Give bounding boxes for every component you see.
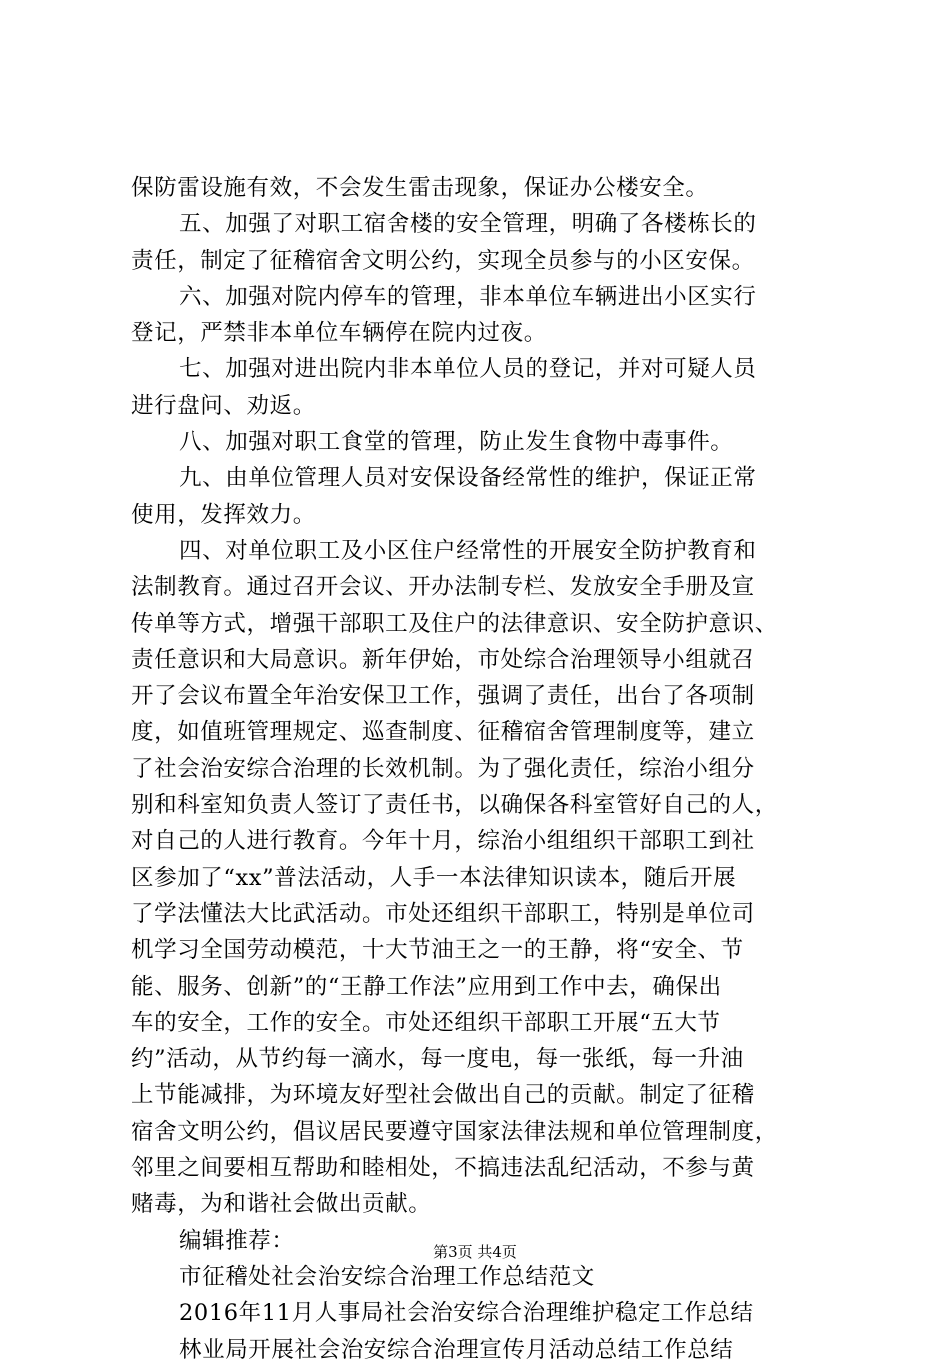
text-line: 六、加强对院内停车的管理，非本单位车辆进出小区实行 — [179, 283, 757, 310]
text-line: 了社会治安综合治理的长效机制。为了强化责任，综治小组分 — [131, 755, 755, 782]
text-line: 区参加了“xx”普法活动，人手一本法律知识读本，随后开展 — [131, 864, 737, 891]
recommended-link[interactable]: 林业局开展社会治安综合治理宣传月活动总结工作总结 — [179, 1336, 734, 1363]
text-line: 传单等方式，增强干部职工及住户的法律意识、安全防护意识、 — [131, 610, 778, 637]
text-line: 进行盘问、劝返。 — [131, 392, 316, 419]
recommended-link[interactable]: 2016年11月人事局社会治安综合治理维护稳定工作总结 — [179, 1300, 754, 1327]
text-line: 开了会议布置全年治安保卫工作，强调了责任，出台了各项制 — [131, 683, 755, 710]
text-line: 登记，严禁非本单位车辆停在院内过夜。 — [131, 320, 547, 347]
recommended-link[interactable]: 市征稽处社会治安综合治理工作总结范文 — [179, 1263, 595, 1290]
text-line: 责任，制定了征稽宿舍文明公约，实现全员参与的小区安保。 — [131, 247, 755, 274]
text-line: 度，如值班管理规定、巡查制度、征稽宿舍管理制度等，建立 — [131, 719, 755, 746]
text-line: 上节能减排，为环境友好型社会做出自己的贡献。制定了征稽 — [131, 1082, 755, 1109]
text-line: 宿舍文明公约，倡议居民要遵守国家法律法规和单位管理制度， — [131, 1118, 778, 1145]
text-line: 机学习全国劳动模范，十大节油王之一的王静，将“安全、节 — [131, 937, 744, 964]
text-line: 约”活动，从节约每一滴水，每一度电，每一张纸，每一升油 — [131, 1046, 744, 1073]
text-line: 了学法懂法大比武活动。市处还组织干部职工，特别是单位司 — [131, 900, 755, 927]
text-line: 赌毒，为和谐社会做出贡献。 — [131, 1191, 432, 1218]
text-line: 保防雷设施有效，不会发生雷击现象，保证办公楼安全。 — [131, 175, 709, 201]
text-line: 四、对单位职工及小区住户经常性的开展安全防护教育和 — [179, 537, 757, 564]
text-line: 邻里之间要相互帮助和睦相处，不搞违法乱纪活动，不参与黄 — [131, 1155, 755, 1182]
text-line: 能、服务、创新”的“王静工作法”应用到工作中去，确保出 — [131, 973, 722, 1000]
text-line: 九、由单位管理人员对安保设备经常性的维护，保证正常 — [179, 465, 757, 492]
text-line: 八、加强对职工食堂的管理，防止发生食物中毒事件。 — [179, 429, 734, 456]
text-line: 使用，发挥效力。 — [131, 501, 316, 528]
text-line: 责任意识和大局意识。新年伊始，市处综合治理领导小组就召 — [131, 646, 755, 673]
text-line: 别和科室知负责人签订了责任书，以确保各科室管好自己的人， — [131, 792, 778, 819]
text-line: 车的安全，工作的安全。市处还组织干部职工开展“五大节 — [131, 1009, 721, 1036]
text-line: 七、加强对进出院内非本单位人员的登记，并对可疑人员 — [179, 356, 757, 383]
text-line: 对自己的人进行教育。今年十月，综治小组组织干部职工到社 — [131, 828, 755, 855]
recommend-heading: 编辑推荐： — [179, 1227, 295, 1254]
page-number-footer: 第3页 共4页 — [433, 1243, 517, 1261]
text-line: 法制教育。通过召开会议、开办法制专栏、发放安全手册及宣 — [131, 574, 755, 601]
document-body — [131, 170, 831, 1368]
text-line: 五、加强了对职工宿舍楼的安全管理，明确了各楼栋长的 — [179, 211, 757, 238]
